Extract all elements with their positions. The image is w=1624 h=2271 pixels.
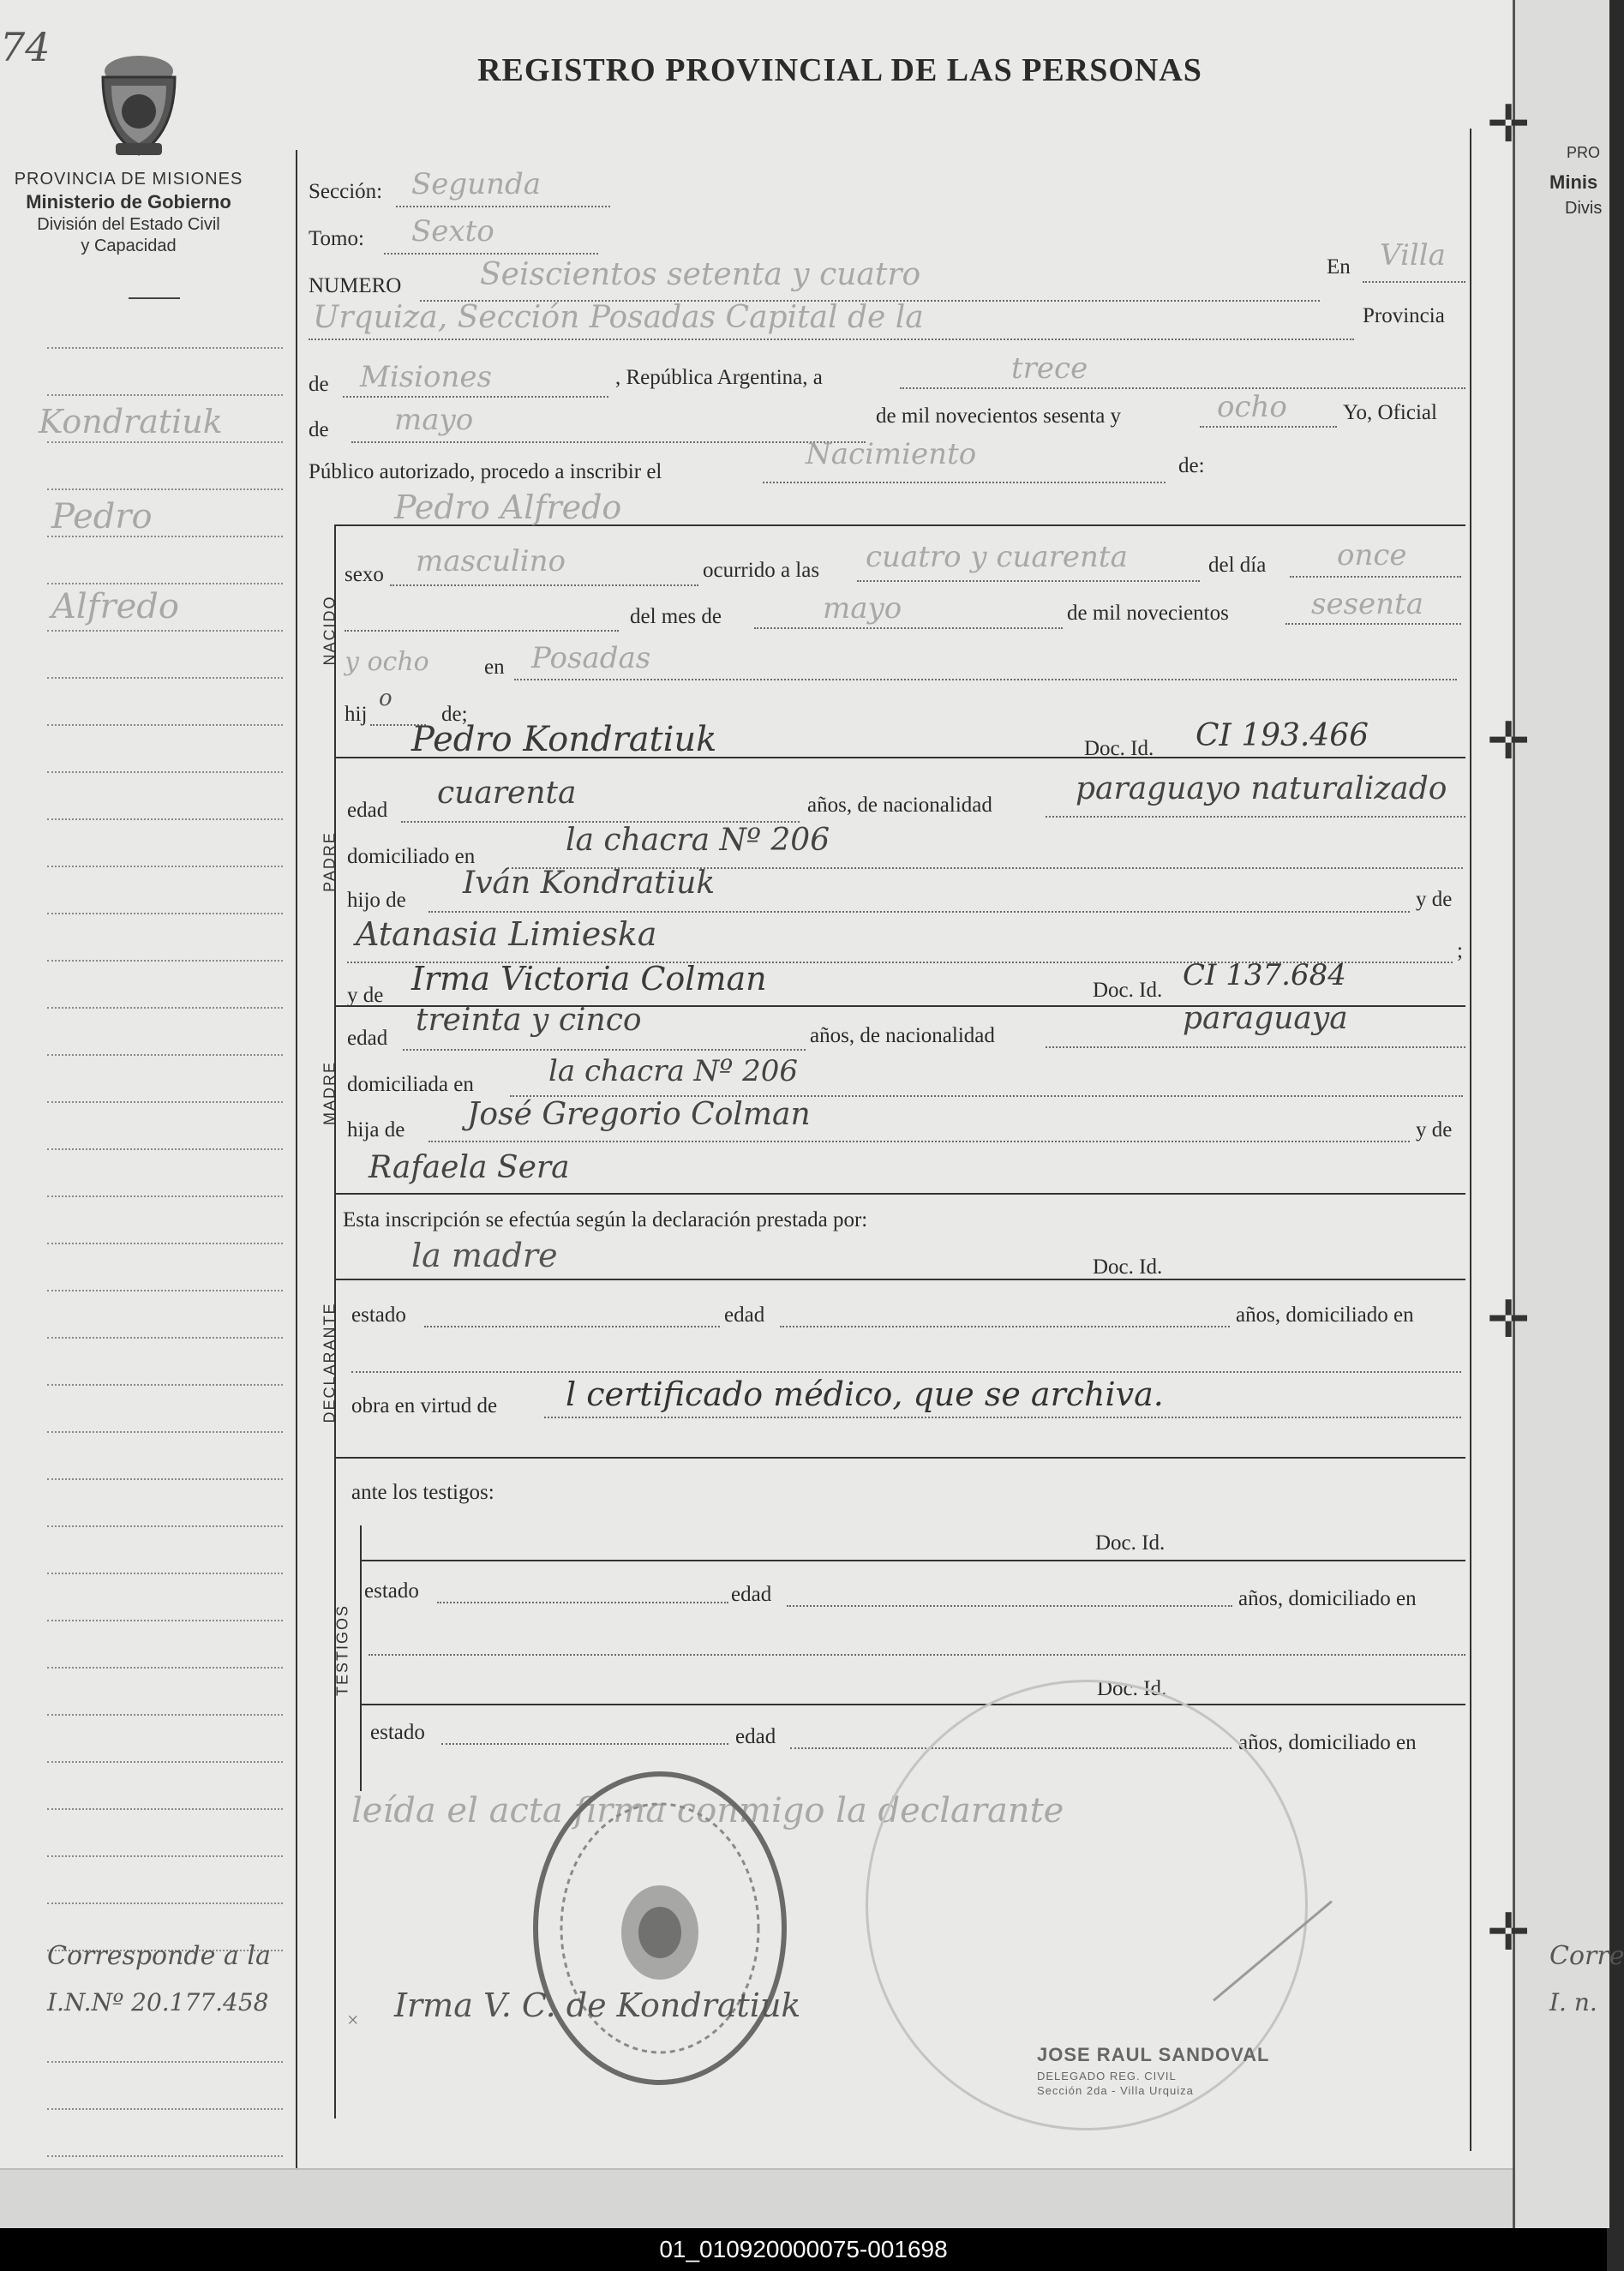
margin-surname: Kondratiuk (39, 403, 223, 440)
de2-label: de (309, 418, 329, 441)
padre-nacionalidad-value: paraguayo naturalizado (1076, 771, 1447, 806)
province-value: Misiones (360, 360, 492, 394)
de-colon-label: de: (1178, 454, 1205, 477)
republica-label: , República Argentina, a (615, 366, 823, 389)
mes-value: mayo (823, 591, 902, 626)
declarante-doc-label: Doc. Id. (1093, 1255, 1163, 1279)
testigo1-edad-label: edad (731, 1583, 772, 1606)
hora-value: cuatro y cuarenta (866, 540, 1128, 574)
padre-hijo-label: hijo de (347, 889, 406, 912)
division-name: División del Estado Civil (37, 215, 220, 234)
madre-nacionalidad-value: paraguaya (1183, 1001, 1348, 1036)
province-name: PROVINCIA DE MISIONES (14, 170, 243, 189)
madre-doc-label: Doc. Id. (1093, 979, 1163, 1002)
madre-edad-label: edad (347, 1027, 388, 1050)
testigos-intro: ante los testigos: (351, 1481, 494, 1504)
divider (129, 297, 180, 299)
ministry-name: Ministerio de Gobierno (26, 191, 231, 213)
declarante-name-value: la madre (411, 1237, 558, 1274)
padre-y-de-label: y de (1416, 888, 1453, 911)
place-line-value: Urquiza, Sección Posadas Capital de la (313, 300, 924, 335)
adjacent-text-2: Minis (1549, 171, 1598, 193)
section-nacido: NACIDO (321, 595, 339, 666)
binding-mark-icon: ✛ (1487, 1291, 1531, 1348)
declarante-edad-label: edad (724, 1303, 765, 1327)
binding-mark-icon: ✛ (1487, 713, 1531, 770)
form-left-border (296, 150, 297, 2168)
madre-mother-value: Rafaela Sera (369, 1150, 570, 1185)
month-value: mayo (394, 403, 474, 437)
testigo1-domicilio-label: años, domiciliado en (1238, 1587, 1417, 1610)
testigo2-edad-label: edad (735, 1725, 776, 1748)
margin-name-1: Pedro (51, 497, 153, 536)
day-value: trece (1011, 351, 1088, 386)
declarante-estado-label: estado (351, 1303, 406, 1327)
padre-edad-value: cuarenta (437, 776, 577, 811)
madre-father-value: José Gregorio Colman (467, 1097, 811, 1132)
madre-y-de-label: y de (347, 984, 384, 1007)
mil-novecientos-label: de mil novecientos (1067, 602, 1229, 625)
madre-domicilio-value: la chacra Nº 206 (548, 1054, 798, 1088)
provincia-label: Provincia (1363, 304, 1445, 327)
margin-note-2: I.N.Nº 20.177.458 (47, 1988, 269, 2016)
section-madre: MADRE (321, 1061, 339, 1126)
padre-domicilio-label: domiciliado en (347, 845, 476, 868)
closing-text: leída el acta firma conmigo la declarante (351, 1791, 1064, 1831)
seccion-label: Sección: (309, 180, 383, 203)
seccion-value: Segunda (411, 167, 542, 201)
padre-name-value: Pedro Kondratiuk (411, 720, 717, 759)
testigos-inner-border (360, 1525, 362, 1791)
adjacent-text-3: Divis (1565, 199, 1603, 218)
madre-domicilio-label: domiciliada en (347, 1073, 474, 1096)
adjacent-note-2: I. n. (1549, 1988, 1597, 2016)
tomo-label: Tomo: (309, 227, 364, 250)
image-id-bar (0, 2228, 1607, 2271)
officer-stamp-role: DELEGADO REG. CIVIL (1037, 2070, 1177, 2082)
del-mes-label: del mes de (630, 605, 722, 628)
section-testigos: TESTIGOS (333, 1604, 351, 1697)
padre-doc-value: CI 193.466 (1196, 718, 1369, 753)
tomo-value: Sexto (411, 214, 494, 249)
testigo1-estado-label: estado (364, 1579, 419, 1603)
lugar-value: Posadas (531, 641, 651, 675)
division-name-2: y Capacidad (81, 237, 177, 255)
madre-nacionalidad-label: años, de nacionalidad (810, 1024, 995, 1047)
madre-name-value: Irma Victoria Colman (411, 960, 767, 998)
sexo-label: sexo (345, 563, 384, 586)
numero-label: NUMERO (309, 274, 402, 297)
section-padre: PADRE (321, 831, 339, 892)
year-value: ocho (1217, 390, 1287, 424)
en-value: Villa (1380, 238, 1446, 273)
madre-edad-value: treinta y cinco (416, 1003, 642, 1038)
numero-value: Seiscientos setenta y cuatro (480, 257, 921, 292)
publico-label: Público autorizado, procedo a inscribir el (309, 460, 662, 483)
page-bottom-edge (0, 2168, 1513, 2230)
testigo2-doc-label: Doc. Id. (1097, 1677, 1167, 1700)
declarante-intro: Esta inscripción se efectúa según la declaración prestada por: (343, 1208, 868, 1231)
en-place-label: en (484, 656, 505, 679)
sexo-value: masculino (416, 544, 566, 578)
declarante-domicilio-label: años, domiciliado en (1236, 1303, 1414, 1327)
testigo1-doc-label: Doc. Id. (1095, 1531, 1166, 1555)
testigo2-estado-label: estado (370, 1721, 425, 1744)
image-id: 01_010920000075-001698 (659, 2236, 948, 2262)
binding-mark-icon: ✛ (1487, 96, 1531, 153)
oficial-label: Yo, Oficial (1343, 401, 1437, 424)
padre-mother-value: Atanasia Limieska (356, 915, 657, 953)
page-title: REGISTRO PROVINCIAL DE LAS PERSONAS (477, 52, 1202, 88)
person-name-value: Pedro Alfredo (394, 488, 622, 526)
nacido-year-value-2: y ocho (345, 647, 429, 677)
de-semicolon-label: de; (441, 703, 468, 726)
signature-mark: × (347, 2010, 359, 2032)
de-label: de (309, 373, 329, 396)
official-seal-icon (527, 1765, 793, 2091)
margin-note-1: Corresponde a la (47, 1941, 271, 1971)
binding-mark-icon: ✛ (1487, 1904, 1531, 1961)
madre-doc-value: CI 137.684 (1183, 958, 1346, 992)
officer-stamp (1037, 2044, 1269, 2097)
corner-page-number: 74 (0, 24, 51, 70)
coat-of-arms-icon (90, 47, 189, 163)
hij-value: o (379, 686, 393, 711)
padre-domicilio-value: la chacra Nº 206 (566, 823, 830, 858)
obra-value: l certificado médico, que se archiva. (566, 1375, 1164, 1413)
adjacent-text-1: PRO (1567, 144, 1601, 161)
madre-hija-label: hija de (347, 1118, 405, 1141)
padre-father-value: Iván Kondratiuk (463, 866, 716, 901)
padre-semicolon: ; (1457, 939, 1463, 962)
padre-edad-label: edad (347, 799, 388, 822)
dia-value: once (1337, 538, 1407, 572)
del-dia-label: del día (1208, 554, 1267, 577)
ocurrido-label: ocurrido a las (703, 559, 820, 582)
padre-doc-label: Doc. Id. (1084, 737, 1154, 760)
form-right-border (1470, 129, 1471, 2151)
officer-stamp-place: Sección 2da - Villa Urquiza (1037, 2084, 1194, 2097)
year-label: de mil novecientos sesenta y (876, 404, 1122, 428)
margin-name-2: Alfredo (51, 587, 179, 626)
testigo2-domicilio-label: años, domiciliado en (1238, 1731, 1417, 1754)
hij-label: hij (345, 703, 368, 726)
adjacent-page (1513, 0, 1624, 2228)
acto-value: Nacimiento (806, 437, 977, 471)
officer-stamp-name: JOSE RAUL SANDOVAL (1037, 2044, 1270, 2065)
issuer-block (0, 170, 257, 256)
adjacent-note-1: Corre (1549, 1941, 1624, 1971)
madre-y-de-label-2: y de (1416, 1118, 1453, 1141)
nacido-year-value: sesenta (1311, 587, 1423, 621)
signature-value: Irma V. C. de Kondratiuk (394, 1986, 801, 2024)
en-label: En (1327, 255, 1351, 279)
padre-nacionalidad-label: años, de nacionalidad (807, 794, 992, 817)
obra-label: obra en virtud de (351, 1394, 498, 1417)
section-declarante: DECLARANTE (321, 1302, 339, 1423)
